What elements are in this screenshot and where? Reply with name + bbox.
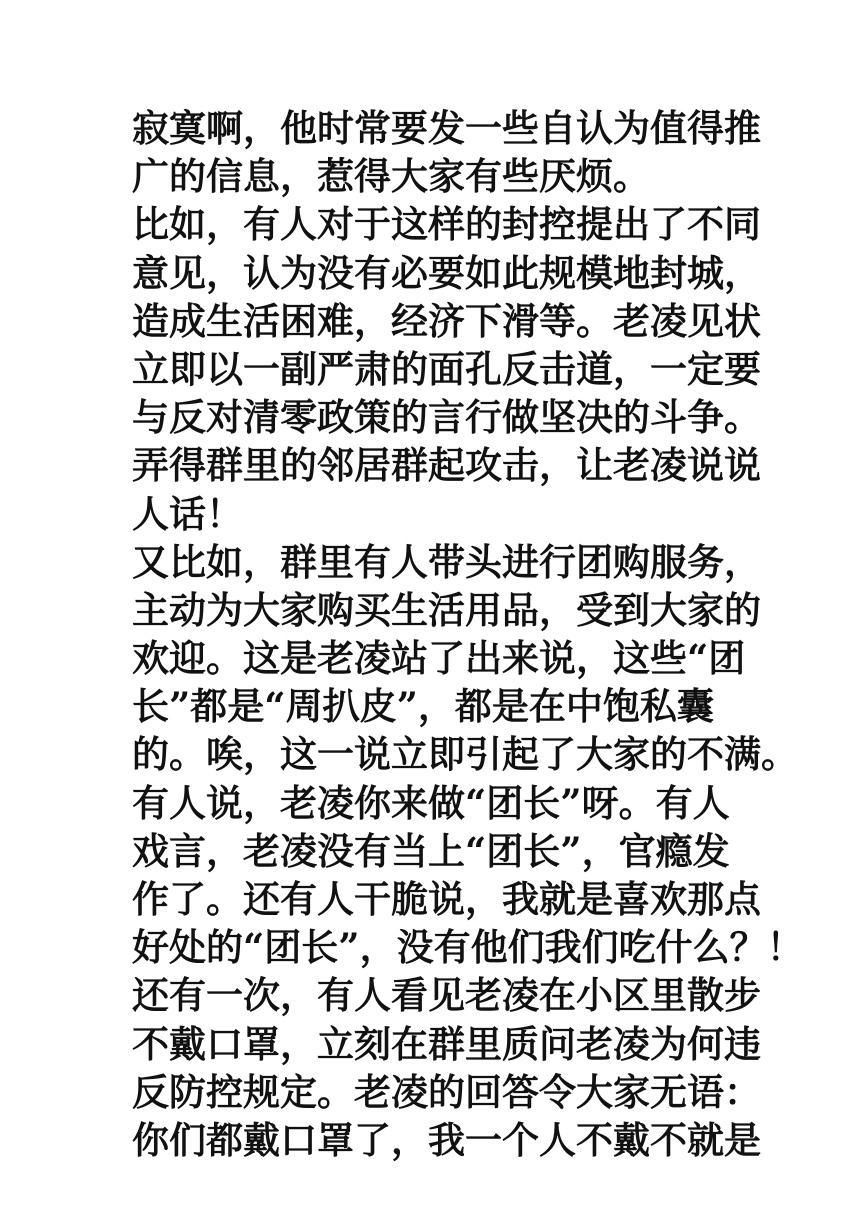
text-line: 有人说，老凌你来做“团长”呀。有人: [132, 780, 730, 825]
text-line: 你们都戴口罩了，我一个人不戴不就是: [132, 1117, 761, 1162]
text-line: 人话！: [132, 491, 243, 536]
text-line: 立即以一副严肃的面孔反击道，一定要: [132, 346, 761, 391]
text-line: 主动为大家购买生活用品，受到大家的: [132, 587, 761, 632]
text-line: 广的信息，惹得大家有些厌烦。: [132, 154, 650, 199]
text-line: 反防控规定。老凌的回答令大家无语：: [132, 1069, 761, 1114]
text-line: 长”都是“周扒皮”，都是在中饱私囊: [132, 684, 714, 729]
text-line: 寂寞啊，他时常要发一些自认为值得推: [132, 106, 761, 150]
text-line: 比如，有人对于这样的封控提出了不同: [132, 202, 761, 247]
text-line: 弄得群里的邻居群起攻击，让老凌说说: [132, 443, 761, 488]
text-line: 不戴口罩，立刻在群里质问老凌为何违: [132, 1021, 761, 1066]
text-line: 造成生活困难，经济下滑等。老凌见状: [132, 298, 761, 343]
text-line: 戏言，老凌没有当上“团长”，官瘾发: [132, 828, 730, 873]
text-line: 欢迎。这是老凌站了出来说，这些“团: [132, 636, 746, 681]
text-line: 作了。还有人干脆说，我就是喜欢那点: [132, 877, 761, 921]
text-line: 好处的“团长”，没有他们我们吃什么？！: [132, 925, 804, 970]
text-line: 与反对清零政策的言行做坚决的斗争。: [132, 395, 761, 440]
text-line: 意见，认为没有必要如此规模地封城，: [132, 250, 761, 295]
body-text: [132, 104, 804, 1164]
text-line: 还有一次，有人看见老凌在小区里散步: [132, 973, 761, 1018]
text-line: 又比如，群里有人带头进行团购服务，: [132, 539, 761, 584]
text-line: 的。唉，这一说立即引起了大家的不满。: [132, 732, 798, 777]
